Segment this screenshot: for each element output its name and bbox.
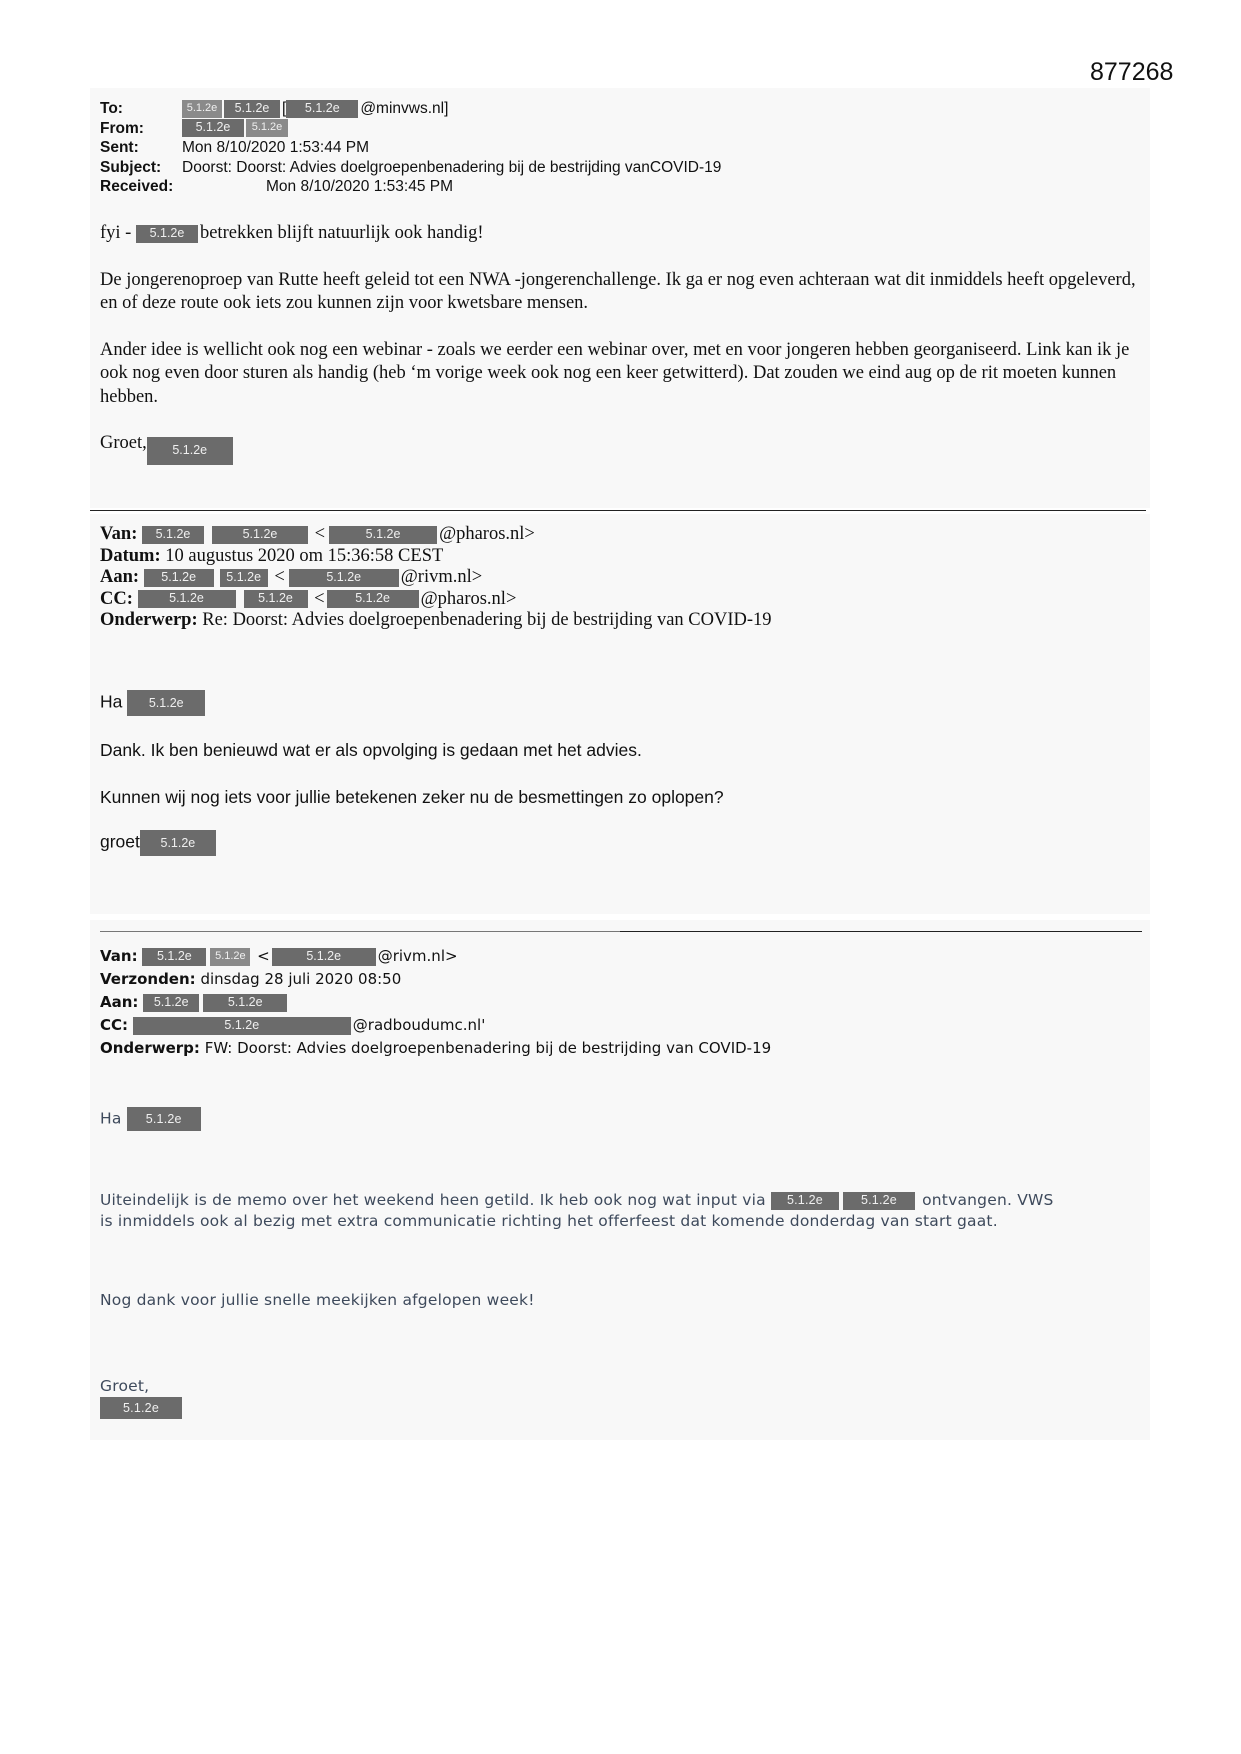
redaction: 5.1.2e — [224, 100, 280, 118]
cc-email-suffix: @radboudumc.nl' — [352, 1016, 486, 1034]
to-label: To: — [100, 100, 123, 117]
redaction: 5.1.2e — [182, 119, 244, 137]
paragraph: Kunnen wij nog iets voor jullie betekenen zeker nu de besmettingen zo oplopen? — [100, 787, 724, 807]
from-row — [100, 119, 721, 139]
redaction: 5.1.2e — [244, 590, 308, 608]
onderwerp-value: FW: Doorst: Advies doelgroepenbenadering bij de bestrijding van COVID-19 — [204, 1039, 772, 1057]
email2-header — [100, 524, 772, 632]
subject-label: Subject: — [100, 158, 162, 176]
aan-label: Aan: — [100, 993, 139, 1011]
redaction: 5.1.2e — [100, 1397, 182, 1419]
onderwerp-row — [100, 1037, 771, 1060]
cc-row — [100, 1014, 771, 1037]
separator — [90, 510, 1146, 511]
email3-header — [100, 945, 771, 1060]
fyi-line — [100, 222, 1150, 246]
onderwerp-label: Onderwerp: — [100, 1039, 200, 1057]
redaction: 5.1.2e — [327, 590, 419, 608]
cc-email-suffix: @pharos.nl> — [420, 588, 517, 609]
email3-greeting — [100, 1107, 203, 1131]
bracket: [ — [282, 100, 287, 117]
signature-greeting: Groet, — [100, 433, 147, 453]
onderwerp-value: Re: Doorst: Advies doelgroepenbenadering bij de bestrijding van COVID-19 — [202, 610, 772, 630]
redaction: 5.1.2e — [138, 590, 236, 608]
verzonden-row — [100, 968, 771, 991]
separator — [620, 931, 1142, 932]
redaction: 5.1.2e — [127, 690, 205, 716]
redaction: 5.1.2e — [212, 526, 308, 544]
redaction: 5.1.2e — [136, 225, 198, 243]
redaction: 5.1.2e — [771, 1192, 839, 1210]
van-row: Van: 5.1.2e 5.1.2e < 5.1.2e @rivm.nl> — [100, 947, 458, 965]
sent-value: Mon 8/10/2020 1:53:44 PM — [182, 139, 369, 156]
paragraph: Nog dank voor jullie snelle meekijken afgelopen week! — [100, 1291, 535, 1309]
signature-line — [100, 432, 1150, 465]
verzonden-label: Verzonden: — [100, 970, 196, 988]
datum-value: 10 augustus 2020 om 15:36:58 CEST — [165, 545, 444, 566]
document-number: 877268 — [1090, 58, 1174, 86]
cc-row: CC: 5.1.2e 5.1.2e < 5.1.2e @pharos.nl> — [100, 588, 517, 609]
greeting-text: Ha — [100, 1109, 122, 1128]
subject-value: Doorst: Doorst: Advies doelgroepenbenadering bij de bestrijding vanCOVID-19 — [182, 158, 722, 176]
redaction: 5.1.2e — [843, 1192, 915, 1210]
redaction: 5.1.2e — [147, 437, 233, 465]
paragraph-line: is inmiddels ook al bezig met extra communicatie richting het offerfeest dat komende donderdag van start gaat. — [100, 1212, 998, 1230]
van-label: Van: — [100, 524, 138, 544]
aan-row — [100, 991, 771, 1014]
separator — [100, 931, 620, 932]
redaction: 5.1.2e — [210, 948, 250, 966]
subject-row — [100, 158, 721, 178]
received-value: Mon 8/10/2020 1:53:45 PM — [266, 178, 453, 195]
redaction: 5.1.2e — [220, 569, 268, 587]
received-row — [100, 177, 721, 197]
from-label: From: — [100, 119, 144, 137]
aan-row: Aan: 5.1.2e 5.1.2e < 5.1.2e @rivm.nl> — [100, 567, 483, 587]
email3-paragraph — [100, 1190, 1150, 1232]
email2-greeting — [100, 690, 207, 716]
redaction: 5.1.2e — [133, 1017, 351, 1035]
fyi-suffix: betrekken blijft natuurlijk ook handig! — [199, 223, 484, 243]
redaction: 5.1.2e — [246, 119, 288, 137]
cc-label: CC: — [100, 588, 133, 609]
van-row: Van: 5.1.2e 5.1.2e < 5.1.2e @pharos.nl> — [100, 524, 535, 544]
redaction: 5.1.2e — [182, 100, 222, 118]
email1-body — [100, 222, 1150, 465]
aan-label: Aan: — [100, 567, 140, 587]
paragraph-line — [100, 1190, 1150, 1211]
sent-label: Sent: — [100, 139, 139, 156]
redaction: 5.1.2e — [127, 1107, 201, 1131]
van-email-suffix: @pharos.nl> — [439, 524, 535, 544]
paragraph: Ander idee is wellicht ook nog een webinar - zoals we eerder een webinar over, met en voor jongeren hebben georganiseerd. Link kan ik je ook nog even door sturen als handig (heb ‘m vorige week ook nog een keer getwitterd). Dat zouden we eind aug op de rit moeten kunnen hebben. — [100, 339, 1130, 407]
van-email-suffix: @rivm.nl> — [377, 947, 458, 965]
fyi-prefix: fyi - — [100, 223, 132, 243]
aan-email-suffix: @rivm.nl> — [400, 567, 483, 587]
datum-row — [100, 546, 772, 568]
redaction: 5.1.2e — [289, 569, 399, 587]
redaction: 5.1.2e — [329, 526, 437, 544]
onderwerp-label: Onderwerp: — [100, 610, 198, 630]
redaction: 5.1.2e — [203, 994, 287, 1012]
signature-greeting: Groet, — [100, 1377, 150, 1395]
sent-row — [100, 138, 721, 158]
redaction: 5.1.2e — [143, 994, 199, 1012]
redaction: 5.1.2e — [144, 569, 214, 587]
redaction: 5.1.2e — [142, 948, 206, 966]
to-email-suffix: @minvws.nl] — [360, 100, 449, 117]
datum-label: Datum: — [100, 545, 161, 566]
signature-greeting: groet — [100, 831, 140, 852]
email1-header — [100, 99, 721, 197]
onderwerp-row — [100, 610, 772, 632]
greeting-text: Ha — [100, 691, 123, 712]
paragraph-part: ontvangen. VWS — [922, 1191, 1054, 1209]
redaction: 5.1.2e — [140, 830, 216, 856]
verzonden-value: dinsdag 28 juli 2020 08:50 — [200, 970, 402, 988]
van-label: Van: — [100, 947, 138, 965]
redaction: 5.1.2e — [286, 100, 358, 118]
paragraph: Dank. Ik ben benieuwd wat er als opvolging is gedaan met het advies. — [100, 740, 642, 760]
cc-label: CC: — [100, 1016, 129, 1034]
email2-signature — [100, 830, 218, 856]
received-label: Received: — [100, 178, 174, 195]
email3-signature — [100, 1376, 184, 1419]
redaction: 5.1.2e — [142, 526, 204, 544]
redaction: 5.1.2e — [272, 948, 376, 966]
paragraph-part: Uiteindelijk is de memo over het weekend heen getild. Ik heb ook nog wat input via — [100, 1191, 766, 1209]
to-row — [100, 99, 721, 119]
paragraph: De jongerenoproep van Rutte heeft geleid tot een NWA -jongerenchallenge. Ik ga er nog even achteraan wat dit inmiddels heeft opgeleverd, en of deze route ook iets zou kunnen zijn voor kwetsbare mensen. — [100, 269, 1136, 313]
signature-name — [100, 1397, 184, 1419]
